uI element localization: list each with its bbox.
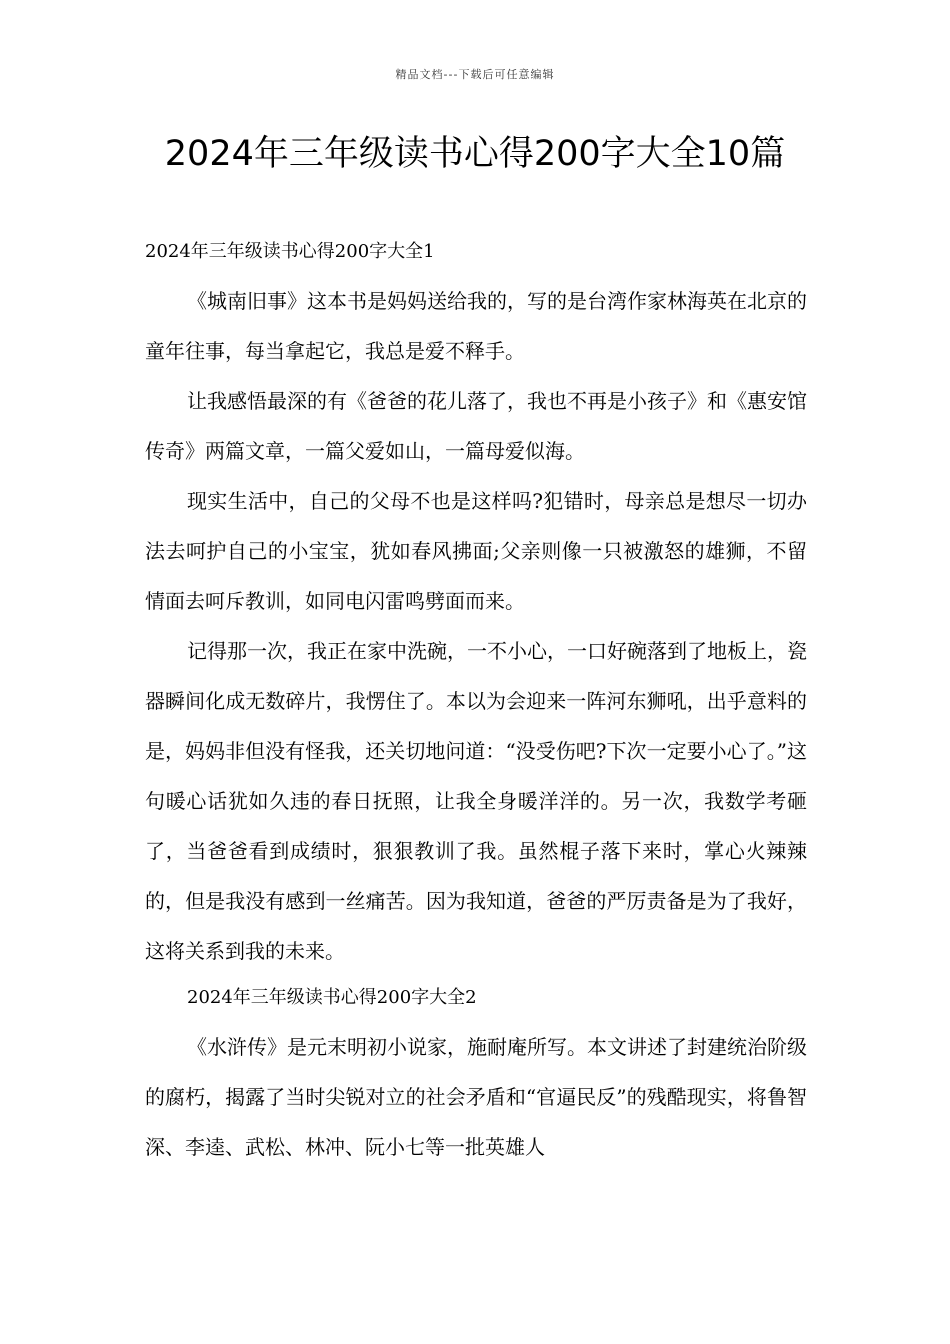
paragraph: 《水浒传》是元末明初小说家，施耐庵所写。本文讲述了封建统治阶级的腐朽，揭露了当时尖锐对立的社会矛盾和“官逼民反”的残酷现实，将鲁智深、李逵、武松、林冲、阮小七等一批英雄人	[145, 1035, 807, 1159]
paragraph: 让我感悟最深的有《爸爸的花儿落了，我也不再是小孩子》和《惠安馆传奇》两篇文章，一篇父爱如山，一篇母爱似海。	[145, 389, 807, 463]
paragraph: 现实生活中，自己的父母不也是这样吗?犯错时，母亲总是想尽一切办法去呵护自己的小宝宝，犹如春风拂面;父亲则像一只被激怒的雄狮，不留情面去呵斥教训，如同电闪雷鸣劈面而来。	[145, 489, 807, 613]
paragraph: 《城南旧事》这本书是妈妈送给我的，写的是台湾作家林海英在北京的童年往事，每当拿起它，我总是爱不释手。	[145, 289, 807, 363]
document-body	[145, 232, 807, 1172]
paragraph: 记得那一次，我正在家中洗碗，一不小心，一口好碗落到了地板上，瓷器瞬间化成无数碎片，我愣住了。本以为会迎来一阵河东狮吼，出乎意料的是，妈妈非但没有怪我，还关切地问道：“没受伤吧?下次一定要小心了。”这句暖心话犹如久违的春日抚照，让我全身暖洋洋的。另一次，我数学考砸了，当爸爸看到成绩时，狠狠教训了我。虽然棍子落下来时，掌心火辣辣的，但是我没有感到一丝痛苦。因为我知道，爸爸的严厉责备是为了我好，这将关系到我的未来。	[145, 639, 807, 963]
header-note: 精品文档---下载后可任意编辑	[395, 68, 555, 81]
section-heading-2: 2024年三年级读书心得200字大全2	[187, 987, 477, 1008]
section-heading-1: 2024年三年级读书心得200字大全1	[145, 241, 435, 262]
document-title: 2024年三年级读书心得200字大全10篇	[164, 134, 786, 174]
